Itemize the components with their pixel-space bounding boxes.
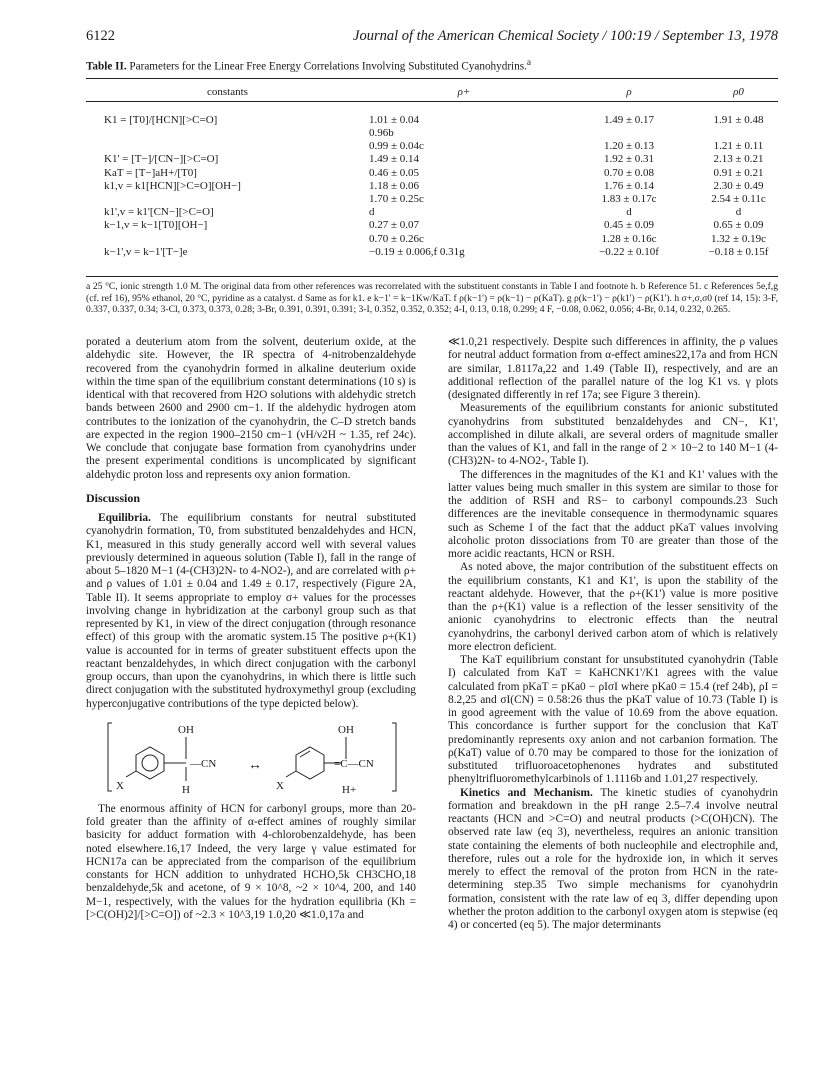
header-rho: ρ: [626, 86, 632, 98]
row-constant: k−1',v = k−1'[T−]e: [104, 245, 188, 258]
row-rho-zero: d: [735, 206, 742, 219]
paragraph-text: The equilibrium constants for neutral substituted cyanohydrin formation, T0, from substituted benzaldehydes and HCN, K1, measured in this study generally accord well with several values previously determined in aqueous solution (Table I), fall in the range of about 5–1820 M−1 (4-(CH3)2N- to 4-NO2-), and are correlated with ρ+ and ρ values of 1.01 ± 0.04 and 1.49 ± 0.17, respectively (Figure 2A, Table II). It seems appropriate to employ σ+ values for the processes involving change in hybridization at the carbonyl group such as that represented by K1, in view of the direct conjugation (through resonance effect) of this group with the aromatic system.15 The positive ρ+(K1) value is accounted for in terms of greater substituent effects upon the reactant benzaldehydes, in which direct conjugation with the carbonyl group occurs, than upon the cyanohydrins, in which there is little such direct conjugation with the substituted hydroxymethyl group (excluding hyperconjugative contributions of the type depicted below).: [86, 512, 416, 710]
header-rho-plus: ρ+: [457, 86, 471, 98]
row-rho-zero: 1.91 ± 0.48: [713, 113, 764, 126]
row-rho-plus: 1.18 ± 0.06: [369, 179, 420, 192]
row-constant: k1,v = k1[HCN][>C=O][OH−]: [104, 179, 241, 192]
header-rho-zero: ρ0: [733, 86, 744, 98]
page-number: 6122: [86, 28, 115, 44]
row-rho-zero: 2.13 ± 0.21: [713, 153, 764, 166]
resonance-structure-drawing: [106, 717, 406, 799]
benzene-ring-left: [136, 747, 164, 779]
paragraph: The differences in the magnitudes of the K1 and K1' values with the latter values being much smaller in this system are similar to those for the addition of RSH and RS− to carbonyl compounds.23 Such differences are the inevitable consequence in thermodynamic squares such as Scheme I of the fact that the adduct pKaT values involving alcoholic proton dissociations from T0 are greater than those of the more acidic reactants, HCN or RSH.: [448, 468, 778, 560]
row-rho: [559, 127, 699, 140]
row-rho: 1.28 ± 0.16c: [601, 232, 657, 245]
row-rho: 1.76 ± 0.14: [603, 179, 655, 192]
bond-x-left: [126, 771, 136, 777]
row-rho-plus: 0.96b: [369, 126, 394, 139]
row-rho-zero: 2.54 ± 0.11c: [711, 192, 766, 205]
run-in-heading: Equilibria.: [98, 512, 151, 524]
table-header-row: [86, 86, 778, 102]
row-constant: KaT = [T−]aH+/[T0]: [104, 166, 197, 179]
resonance-arrow: ↔: [248, 757, 262, 773]
paragraph: The enormous affinity of HCN for carbonyl groups, more than 20-fold greater than the affinity of α-effect amines of roughly similar basicity for adduct formation with 4-chlorobenzaldehyde, has been noted elsewhere.16,17 Indeed, the very large γ value estimated for HCN17a can be appreciated from the comparison of the equilibrium constants for HCN addition to unhydrated HCHO,5k CH3CHO,18 benzaldehyde,5k and acetone, of 9 × 10^8, ~2 × 10^4, 200, and 140 M−1, respectively, with the values for the hydration equilibria (Kh = [>C(OH)2]/[>C=O]) of ~2.3 × 10^3,19 1.0,20 ≪1.0,17a and: [86, 802, 416, 921]
left-column: [86, 336, 416, 922]
row-rho: 1.83 ± 0.17c: [601, 192, 657, 205]
row-rho: 0.70 ± 0.08: [603, 166, 655, 179]
row-rho: 0.45 ± 0.09: [603, 219, 655, 232]
table-caption: [86, 58, 786, 73]
table-row: [86, 219, 778, 232]
row-rho-plus: −0.19 ± 0.006,f 0.31g: [369, 245, 465, 258]
paragraph: Measurements of the equilibrium constants for anionic substituted cyanohydrins from substituted benzaldehydes and CN−, K1', accomplished in dilute alkali, are several orders of magnitude smaller than the values of K1, and fall in the range of 2 × 10−2 to 140 M−1 (4-(CH3)2N- to 4-NO2-, Table I).: [448, 402, 778, 468]
table-row: [86, 140, 778, 153]
paragraph: The KaT equilibrium constant for unsubstituted cyanohydrin (Table I) calculated from KaT = KaHCNK1'/K1 agrees with the value calculated from pKaT = pKa0 − ρIσI where pKa0 = 15.4 (ref 24b), ρI = 8.2,25 and σI(CN) = 0.58:26 thus the pKaT value of 10.73 (Table I) is in good agreement with the value of 10.69 from the above equation. This concordance is further support for the conclusion that KaT predominantly represents oxy anion and not carbanion formation. The ρ(KaT) value of 0.70 may be compared to those for the ionization of substituted trifluoroacetophenones hydrates and substituted phenyltrifluoromethylcarbinols of 1.1116b and 1.01,27 respectively.: [448, 654, 778, 786]
row-constant: [86, 233, 369, 246]
table-row: [86, 206, 778, 219]
row-constant: [86, 127, 369, 140]
paragraph-text: The kinetic studies of cyanohydrin formation and breakdown in the pH range 2.5–7.4 involve neutral reactants (HCN and >C=O) and neutral products (>C(OH)CN). The observed rate law (eq 3), nevertheless, requires an anionic transition state containing the elements of both nucleophile and electrophile and, therefore, rules out a role for the hydroxide ion, in which it serves merely to effect the removal of the proton from HCN in the rate-determining step.35 Two simple mechanisms for cyanohydrin formation, consistent with the rate law of eq 3, differ depending upon whether the proton addition to the carbonyl oxygen atom is stepwise (eq 4) or concerted (eq 5). The major determinants: [448, 786, 778, 931]
x-label-right: X: [276, 779, 284, 792]
table-bottom-rule: [86, 276, 778, 277]
row-rho-plus: 1.49 ± 0.14: [369, 153, 420, 166]
resonance-scheme: [86, 717, 416, 799]
row-rho: −0.22 ± 0.10f: [599, 245, 659, 258]
table-top-rule: [86, 78, 778, 79]
row-constant: [86, 140, 369, 153]
table-row: [86, 153, 778, 166]
table-row: [86, 114, 778, 127]
run-in-heading: Kinetics and Mechanism.: [460, 786, 593, 799]
row-constant: k1',v = k1'[CN−][>C=O]: [104, 206, 214, 219]
parameters-table: [86, 86, 778, 259]
section-heading-discussion: Discussion: [86, 490, 141, 505]
row-rho-zero: 0.65 ± 0.09: [713, 219, 764, 232]
table-row: [86, 167, 778, 180]
h-label-left: H: [182, 783, 190, 796]
row-constant: k−1,v = k−1[T0][OH−]: [104, 219, 208, 232]
running-header: [86, 28, 778, 48]
table-row: [86, 233, 778, 246]
row-rho-plus: d: [369, 206, 375, 219]
table-row: [86, 246, 778, 259]
right-column: [448, 336, 778, 932]
paragraph: [86, 512, 416, 711]
row-rho-plus: 1.01 ± 0.04: [369, 113, 420, 126]
paragraph: porated a deuterium atom from the solvent, deuterium oxide, at the aldehydic site. However, the IR spectra of 4-nitrobenzaldehyde recovered from the cyanohydrin formed in alkaline deuterium oxide within the time span of the equilibrium constant determinations (10 s) is identical with that recovered from H2O solutions with aldehydic stretch bands between 2600 and 2900 cm−1. If the aldehydic hydrogen atom contributes to the ionization of the cyanohydrin, the C–D stretch bands are expected in the region 1900–2150 cm−1 (νH/ν2H ~ 1.35, ref 24c). We conclude that conjugate base formation from cyanohydrins under the present experimental conditions is uncomplicated by significant aldehydic proton loss and represents oxy anion formation.: [86, 336, 416, 481]
oh-label-left: OH: [178, 723, 194, 736]
header-constants: constants: [207, 86, 248, 98]
row-rho-zero: −0.18 ± 0.15f: [708, 245, 769, 258]
row-constant: [86, 193, 369, 206]
row-rho-plus: 0.27 ± 0.07: [369, 219, 420, 232]
table-caption-text: Parameters for the Linear Free Energy Correlations Involving Substituted Cyanohydrins.: [129, 60, 527, 73]
row-rho-zero: 0.91 ± 0.21: [713, 166, 764, 179]
table-row: [86, 180, 778, 193]
table-label: Table II.: [86, 60, 127, 73]
row-rho-zero: 1.21 ± 0.11: [713, 140, 764, 153]
row-rho-zero: 2.30 ± 0.49: [713, 179, 764, 192]
row-rho: 1.49 ± 0.17: [603, 113, 655, 126]
paragraph: As noted above, the major contribution of the substituent effects on the equilibrium constants, K1 and K1', is upon the stability of the reactant aldehyde. However, that the ρ+(K1') value is more positive than the ρ+(K1) value is a reflection of the lesser sensitivity of the anionic cyanohydrins to electronic effects than the neutral cyanohydrins, the carbonyl derived carbon atom of which is relatively more electron deficient.: [448, 561, 778, 653]
left-bracket: [108, 723, 112, 791]
journal-citation: Journal of the American Chemical Society / 100:19 / September 13, 1978: [353, 28, 778, 44]
benzene-ring-right: [296, 747, 324, 779]
aromatic-circle-left: [142, 755, 158, 771]
row-rho: d: [626, 206, 632, 219]
row-rho-plus: 0.46 ± 0.05: [369, 166, 420, 179]
oh-label-right: OH: [338, 723, 354, 736]
right-bracket: [392, 723, 396, 791]
paragraph: ≪1.0,21 respectively. Despite such differences in affinity, the ρ values for neutral adduct formation from α-effect amines22,17a and from HCN are similar, 1.8117a,22 and 1.49 (Table II), respectively, and are an additional reflection of the parallel nature of the log K1 vs. γ plots (designated differently in ref 17a; see Figure 3 therein).: [448, 336, 778, 401]
row-rho-zero: [699, 127, 778, 140]
table-footnote: a 25 °C, ionic strength 1.0 M. The original data from other references was recorrelated with the substituent constants in Table I and footnote h. b Reference 51. c References 5e,f,g (cf. ref 16), 95% ethanol, 20 °C, pyridine as a catalyst. d Same as for k1. e k−1' = k−1Kw/KaT. f ρ(k−1') = ρ(k−1) − ρ(KaT). g ρ(k−1') − ρ(k1') − ρ(K1'). h σ+,σ,σ0 (ref 14, 15): 3-F, 0.337, 0.337, 0.34; 3-Cl, 0.373, 0.373, 0.28; 3-Br, 0.391, 0.391, 0.391; 3-I, 0.352, 0.352, 0.352; 4-I, 0.13, 0.18, 0.299; 4 F, −0.08, 0.062, 0.056; 4-Br, 0.14, 0.232, 0.265.: [86, 281, 778, 316]
table-row: [86, 127, 778, 140]
h-plus-label-right: H+: [342, 783, 357, 796]
cn-label-right: =C—CN: [334, 757, 374, 770]
table-caption-note: a: [526, 58, 532, 68]
x-label-left: X: [116, 779, 124, 792]
row-rho-plus: 0.70 ± 0.26c: [369, 232, 424, 245]
row-constant: K1' = [T−]/[CN−][>C=O]: [104, 153, 219, 166]
cn-label-left: —CN: [190, 757, 217, 770]
row-rho-plus: 1.70 ± 0.25c: [369, 192, 424, 205]
row-constant: K1 = [T0]/[HCN][>C=O]: [104, 113, 218, 126]
bond-x-right: [286, 771, 296, 777]
paragraph: [448, 787, 778, 933]
row-rho-zero: 1.32 ± 0.19c: [711, 232, 766, 245]
row-rho: 1.20 ± 0.13: [603, 140, 655, 153]
table-row: [86, 193, 778, 206]
row-rho-plus: 0.99 ± 0.04c: [369, 140, 424, 153]
row-rho: 1.92 ± 0.31: [603, 153, 655, 166]
